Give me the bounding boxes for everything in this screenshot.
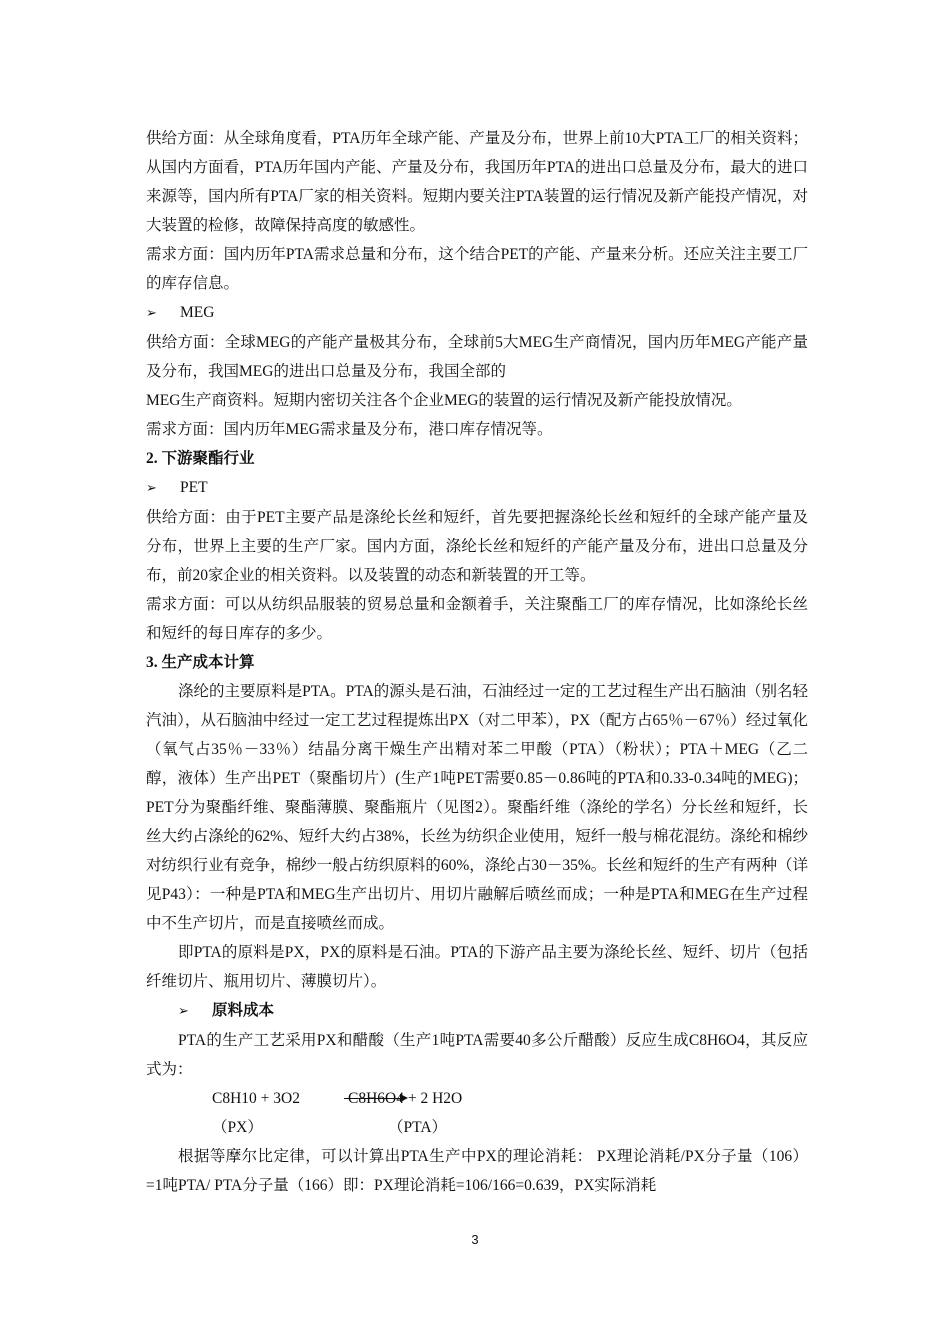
page-number: 3 xyxy=(471,1232,479,1247)
raw-cost-paragraph: PTA的生产工艺采用PX和醋酸（生产1吨PTA需要40多公斤醋酸）反应生成C8H6O4，其反应式为： xyxy=(146,1032,808,1078)
meg-supply-line-2: MEG生产商资料。短期内密切关注各个企业MEG的装置的运行情况及新产能投放情况。 xyxy=(146,392,742,409)
pet-bullet-item xyxy=(146,473,808,503)
pet-supply-paragraph: 供给方面：由于PET主要产品是涤纶长丝和短纤，首先要把握涤纶长丝和短纤的全球产能产量及分布，世界上主要的生产厂家。国内方面，涤纶长丝和短纤的产能产量及分布，进出口总量及分布，前20家企业的相关资料。以及装置的动态和新装置的开工等。 xyxy=(146,509,808,584)
raw-cost-bullet-item xyxy=(146,996,808,1026)
arrowhead-bullet-icon: ➢ xyxy=(178,1004,189,1019)
reaction-equation xyxy=(146,1084,808,1113)
raw-cost-bullet-label: 原料成本 xyxy=(212,1002,275,1019)
equation-label-pta: （PTA） xyxy=(388,1119,448,1136)
meg-supply-line-1: 供给方面：全球MEG的产能产量极其分布，全球前5大MEG生产商情况，国内历年MEG产能产量及分布，我国MEG的进出口总量及分布，我国全部的 xyxy=(146,334,808,380)
equation-reactants: C8H10 + 3O2 xyxy=(212,1090,300,1107)
arrowhead-bullet-icon: ➢ xyxy=(146,481,157,496)
calculation-paragraph: 根据等摩尔比定律，可以计算出PTA生产中PX的理论消耗： PX理论消耗/PX分子量（106）=1吨PTA/ PTA分子量（166）即：PX理论消耗=106/166=0.639，PX实际消耗 xyxy=(146,1148,808,1194)
arrowhead-bullet-icon: ➢ xyxy=(146,306,157,321)
page-content xyxy=(146,124,808,1200)
equation-products: C8H6O4 + 2 H2O xyxy=(348,1090,463,1107)
section-heading-2: 2. 下游聚酯行业 xyxy=(146,450,255,467)
pet-demand-paragraph: 需求方面：可以从纺织品服装的贸易总量和金额着手，关注聚酯工厂的库存情况，比如涤纶长丝和短纤的每日库存的多少。 xyxy=(146,596,808,642)
pta-demand-paragraph: 需求方面：国内历年PTA需求总量和分布，这个结合PET的产能、产量来分析。还应关注主要工厂的库存信息。 xyxy=(146,246,808,292)
equation-labels xyxy=(146,1113,808,1142)
meg-bullet-item xyxy=(146,298,808,328)
meg-bullet-label: MEG xyxy=(180,304,215,321)
section-heading-3: 3. 生产成本计算 xyxy=(146,654,255,671)
meg-demand-paragraph: 需求方面：国内历年MEG需求量及分布，港口库存情况等。 xyxy=(146,421,553,438)
cost-paragraph-1: 涤纶的主要原料是PTA。PTA的源头是石油，石油经过一定的工艺过程生产出石脑油（别名轻汽油），从石脑油中经过一定工艺过程提炼出PX（对二甲苯），PX（配方占65％－67％）经过氧化（氧气占35％－33％）结晶分离干燥生产出精对苯二甲酸（PTA）（粉状）；PTA＋MEG（乙二醇，液体）生产出PET（聚酯切片）(生产1吨PET需要0.85－0.86吨的PTA和0.33-0.34吨的MEG)；PET分为聚酯纤维、聚酯薄膜、聚酯瓶片（见图2）。聚酯纤维（涤纶的学名）分长丝和短纤，长丝大约占涤纶的62%、短纤大约占38%，长丝为纺织企业使用，短纤一般与棉花混纺。涤纶和棉纱对纺织行业有竞争，棉纱一般占纺织原料的60%，涤纶占30－35%。长丝和短纤的生产有两种（详见P43）：一种是PTA和MEG生产出切片、用切片融解后喷丝而成；一种是PTA和MEG在生产过程中不生产切片，而是直接喷丝而成。 xyxy=(146,683,808,932)
cost-paragraph-2: 即PTA的原料是PX，PX的原料是石油。PTA的下游产品主要为涤纶长丝、短纤、切片（包括纤维切片、瓶用切片、薄膜切片）。 xyxy=(146,944,808,990)
pet-bullet-label: PET xyxy=(180,479,208,496)
equation-label-px: （PX） xyxy=(212,1119,263,1136)
pta-supply-paragraph: 供给方面：从全球角度看，PTA历年全球产能、产量及分布，世界上前10大PTA工厂的相关资料；从国内方面看，PTA历年国内产能、产量及分布，我国历年PTA的进出口总量及分布，最大的进口来源等，国内所有PTA厂家的相关资料。短期内要关注PTA装置的运行情况及新产能投产情况，对大装置的检修，故障保持高度的敏感性。 xyxy=(146,130,808,234)
